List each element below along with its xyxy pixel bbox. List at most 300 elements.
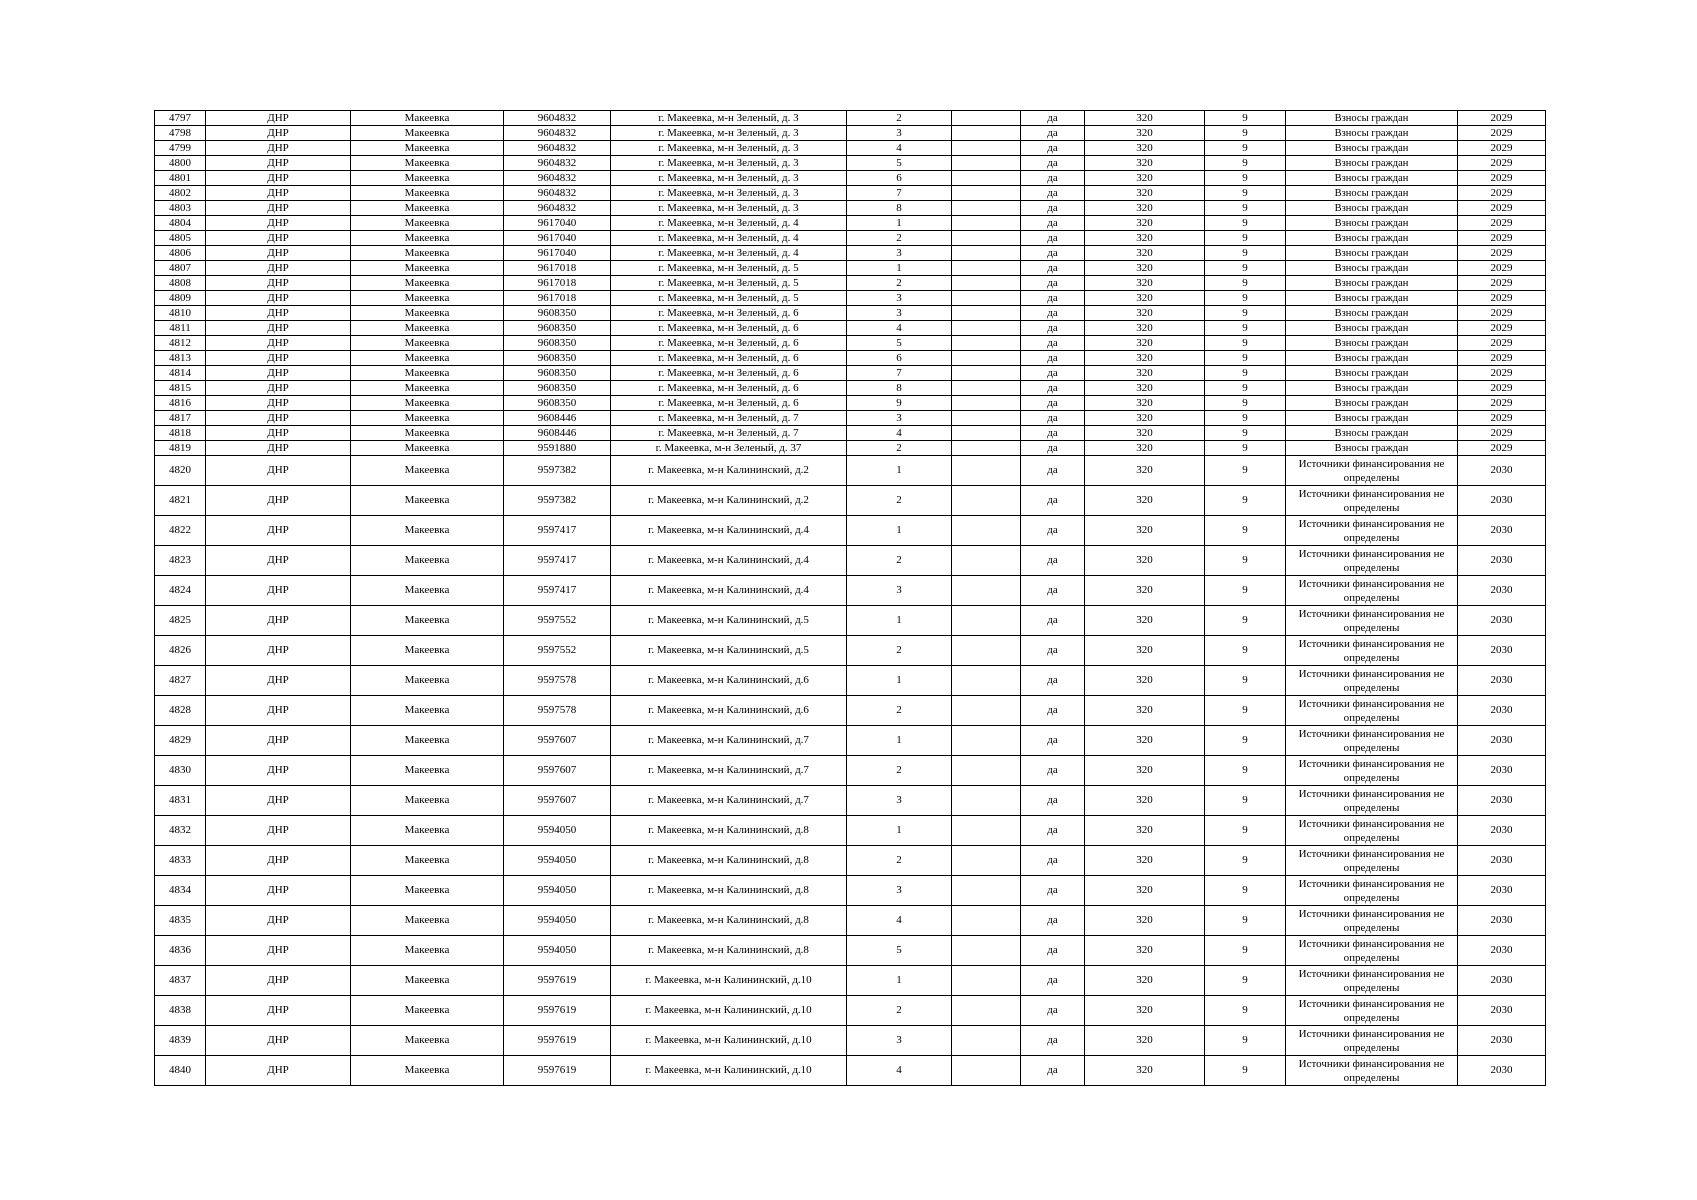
- year-cell: 2029: [1458, 396, 1546, 411]
- blank-cell: [952, 141, 1021, 156]
- house-code-cell: 9597417: [504, 546, 611, 576]
- year-cell: 2030: [1458, 726, 1546, 756]
- entrance-cell: 5: [847, 156, 952, 171]
- flag-cell: да: [1021, 816, 1085, 846]
- flag-cell: да: [1021, 786, 1085, 816]
- flag-cell: да: [1021, 231, 1085, 246]
- blank-cell: [952, 246, 1021, 261]
- address-cell: г. Макеевка, м-н Зеленый, д. 3: [611, 126, 847, 141]
- house-code-cell: 9617040: [504, 216, 611, 231]
- flag-cell: да: [1021, 996, 1085, 1026]
- address-cell: г. Макеевка, м-н Зеленый, д. 3: [611, 111, 847, 126]
- region-cell: ДНР: [206, 351, 351, 366]
- house-code-cell: 9608350: [504, 366, 611, 381]
- flag-cell: да: [1021, 876, 1085, 906]
- blank-cell: [952, 216, 1021, 231]
- house-code-cell: 9594050: [504, 876, 611, 906]
- count-cell: 9: [1205, 441, 1286, 456]
- flag-cell: да: [1021, 171, 1085, 186]
- blank-cell: [952, 636, 1021, 666]
- blank-cell: [952, 336, 1021, 351]
- city-cell: Макеевка: [351, 216, 504, 231]
- count-cell: 9: [1205, 516, 1286, 546]
- house-code-cell: 9597619: [504, 1026, 611, 1056]
- funding-source-cell: Взносы граждан: [1286, 261, 1458, 276]
- city-cell: Макеевка: [351, 186, 504, 201]
- funding-source-cell: Источники финансирования не определены: [1286, 696, 1458, 726]
- count-cell: 9: [1205, 726, 1286, 756]
- blank-cell: [952, 321, 1021, 336]
- address-cell: г. Макеевка, м-н Калининский, д.8: [611, 876, 847, 906]
- city-cell: Макеевка: [351, 171, 504, 186]
- row-number-cell: 4803: [155, 201, 206, 216]
- table-row: [155, 276, 1546, 291]
- region-cell: ДНР: [206, 636, 351, 666]
- house-code-cell: 9597607: [504, 756, 611, 786]
- funding-source-cell: Источники финансирования не определены: [1286, 1056, 1458, 1086]
- city-cell: Макеевка: [351, 111, 504, 126]
- house-code-cell: 9617018: [504, 276, 611, 291]
- row-number-cell: 4798: [155, 126, 206, 141]
- entrance-cell: 1: [847, 816, 952, 846]
- entrance-cell: 2: [847, 486, 952, 516]
- address-cell: г. Макеевка, м-н Зеленый, д. 3: [611, 186, 847, 201]
- blank-cell: [952, 156, 1021, 171]
- flag-cell: да: [1021, 186, 1085, 201]
- count-cell: 9: [1205, 141, 1286, 156]
- table-row: [155, 966, 1546, 996]
- year-cell: 2029: [1458, 231, 1546, 246]
- entrance-cell: 1: [847, 726, 952, 756]
- house-code-cell: 9597417: [504, 516, 611, 546]
- house-code-cell: 9597552: [504, 606, 611, 636]
- value-cell: 320: [1085, 966, 1205, 996]
- house-code-cell: 9608350: [504, 396, 611, 411]
- entrance-cell: 4: [847, 426, 952, 441]
- table-row: [155, 636, 1546, 666]
- value-cell: 320: [1085, 846, 1205, 876]
- row-number-cell: 4827: [155, 666, 206, 696]
- flag-cell: да: [1021, 351, 1085, 366]
- table-row: [155, 486, 1546, 516]
- region-cell: ДНР: [206, 576, 351, 606]
- count-cell: 9: [1205, 111, 1286, 126]
- flag-cell: да: [1021, 396, 1085, 411]
- house-code-cell: 9604832: [504, 141, 611, 156]
- city-cell: Макеевка: [351, 666, 504, 696]
- count-cell: 9: [1205, 816, 1286, 846]
- value-cell: 320: [1085, 111, 1205, 126]
- table-row: [155, 1026, 1546, 1056]
- funding-source-cell: Взносы граждан: [1286, 201, 1458, 216]
- city-cell: Макеевка: [351, 486, 504, 516]
- house-code-cell: 9594050: [504, 816, 611, 846]
- flag-cell: да: [1021, 411, 1085, 426]
- value-cell: 320: [1085, 576, 1205, 606]
- table-row: [155, 246, 1546, 261]
- year-cell: 2029: [1458, 171, 1546, 186]
- city-cell: Макеевка: [351, 456, 504, 486]
- table-row: [155, 936, 1546, 966]
- funding-source-cell: Взносы граждан: [1286, 441, 1458, 456]
- year-cell: 2029: [1458, 291, 1546, 306]
- region-cell: ДНР: [206, 1026, 351, 1056]
- row-number-cell: 4836: [155, 936, 206, 966]
- table-row: [155, 366, 1546, 381]
- region-cell: ДНР: [206, 321, 351, 336]
- flag-cell: да: [1021, 381, 1085, 396]
- address-cell: г. Макеевка, м-н Зеленый, д. 37: [611, 441, 847, 456]
- city-cell: Макеевка: [351, 381, 504, 396]
- city-cell: Макеевка: [351, 966, 504, 996]
- count-cell: 9: [1205, 546, 1286, 576]
- funding-source-cell: Взносы граждан: [1286, 366, 1458, 381]
- value-cell: 320: [1085, 351, 1205, 366]
- region-cell: ДНР: [206, 486, 351, 516]
- address-cell: г. Макеевка, м-н Зеленый, д. 6: [611, 336, 847, 351]
- value-cell: 320: [1085, 126, 1205, 141]
- flag-cell: да: [1021, 846, 1085, 876]
- entrance-cell: 5: [847, 936, 952, 966]
- city-cell: Макеевка: [351, 336, 504, 351]
- row-number-cell: 4831: [155, 786, 206, 816]
- region-cell: ДНР: [206, 381, 351, 396]
- year-cell: 2030: [1458, 996, 1546, 1026]
- region-cell: ДНР: [206, 366, 351, 381]
- address-cell: г. Макеевка, м-н Зеленый, д. 4: [611, 216, 847, 231]
- year-cell: 2030: [1458, 876, 1546, 906]
- year-cell: 2030: [1458, 636, 1546, 666]
- entrance-cell: 3: [847, 246, 952, 261]
- entrance-cell: 5: [847, 336, 952, 351]
- funding-source-cell: Взносы граждан: [1286, 186, 1458, 201]
- year-cell: 2029: [1458, 156, 1546, 171]
- entrance-cell: 4: [847, 1056, 952, 1086]
- region-cell: ДНР: [206, 606, 351, 636]
- city-cell: Макеевка: [351, 246, 504, 261]
- table-row: [155, 666, 1546, 696]
- region-cell: ДНР: [206, 726, 351, 756]
- address-cell: г. Макеевка, м-н Калининский, д.7: [611, 756, 847, 786]
- table-row: [155, 186, 1546, 201]
- blank-cell: [952, 426, 1021, 441]
- year-cell: 2030: [1458, 576, 1546, 606]
- flag-cell: да: [1021, 426, 1085, 441]
- blank-cell: [952, 306, 1021, 321]
- address-cell: г. Макеевка, м-н Калининский, д.10: [611, 1026, 847, 1056]
- region-cell: ДНР: [206, 456, 351, 486]
- blank-cell: [952, 696, 1021, 726]
- value-cell: 320: [1085, 906, 1205, 936]
- table-row: [155, 441, 1546, 456]
- entrance-cell: 9: [847, 396, 952, 411]
- value-cell: 320: [1085, 366, 1205, 381]
- funding-source-cell: Источники финансирования не определены: [1286, 846, 1458, 876]
- count-cell: 9: [1205, 906, 1286, 936]
- address-cell: г. Макеевка, м-н Зеленый, д. 5: [611, 291, 847, 306]
- city-cell: Макеевка: [351, 816, 504, 846]
- house-code-cell: 9617018: [504, 291, 611, 306]
- count-cell: 9: [1205, 351, 1286, 366]
- flag-cell: да: [1021, 606, 1085, 636]
- blank-cell: [952, 456, 1021, 486]
- table-row: [155, 201, 1546, 216]
- entrance-cell: 2: [847, 231, 952, 246]
- value-cell: 320: [1085, 996, 1205, 1026]
- blank-cell: [952, 726, 1021, 756]
- city-cell: Макеевка: [351, 201, 504, 216]
- flag-cell: да: [1021, 456, 1085, 486]
- value-cell: 320: [1085, 636, 1205, 666]
- year-cell: 2029: [1458, 426, 1546, 441]
- blank-cell: [952, 351, 1021, 366]
- entrance-cell: 6: [847, 351, 952, 366]
- flag-cell: да: [1021, 1056, 1085, 1086]
- row-number-cell: 4833: [155, 846, 206, 876]
- count-cell: 9: [1205, 171, 1286, 186]
- entrance-cell: 2: [847, 996, 952, 1026]
- entrance-cell: 3: [847, 1026, 952, 1056]
- row-number-cell: 4801: [155, 171, 206, 186]
- year-cell: 2030: [1458, 486, 1546, 516]
- entrance-cell: 1: [847, 516, 952, 546]
- row-number-cell: 4835: [155, 906, 206, 936]
- blank-cell: [952, 756, 1021, 786]
- funding-source-cell: Источники финансирования не определены: [1286, 816, 1458, 846]
- address-cell: г. Макеевка, м-н Калининский, д.4: [611, 576, 847, 606]
- row-number-cell: 4826: [155, 636, 206, 666]
- flag-cell: да: [1021, 261, 1085, 276]
- city-cell: Макеевка: [351, 126, 504, 141]
- funding-source-cell: Источники финансирования не определены: [1286, 876, 1458, 906]
- count-cell: 9: [1205, 846, 1286, 876]
- house-code-cell: 9617040: [504, 246, 611, 261]
- table-row: [155, 126, 1546, 141]
- table-row: [155, 576, 1546, 606]
- year-cell: 2029: [1458, 186, 1546, 201]
- flag-cell: да: [1021, 441, 1085, 456]
- table-row: [155, 456, 1546, 486]
- blank-cell: [952, 546, 1021, 576]
- region-cell: ДНР: [206, 231, 351, 246]
- region-cell: ДНР: [206, 666, 351, 696]
- address-cell: г. Макеевка, м-н Калининский, д.6: [611, 666, 847, 696]
- blank-cell: [952, 906, 1021, 936]
- row-number-cell: 4839: [155, 1026, 206, 1056]
- table-row: [155, 171, 1546, 186]
- value-cell: 320: [1085, 606, 1205, 636]
- blank-cell: [952, 381, 1021, 396]
- entrance-cell: 4: [847, 906, 952, 936]
- house-code-cell: 9604832: [504, 126, 611, 141]
- flag-cell: да: [1021, 726, 1085, 756]
- row-number-cell: 4811: [155, 321, 206, 336]
- funding-source-cell: Взносы граждан: [1286, 126, 1458, 141]
- house-code-cell: 9597619: [504, 996, 611, 1026]
- blank-cell: [952, 486, 1021, 516]
- row-number-cell: 4837: [155, 966, 206, 996]
- city-cell: Макеевка: [351, 396, 504, 411]
- entrance-cell: 3: [847, 306, 952, 321]
- region-cell: ДНР: [206, 516, 351, 546]
- address-cell: г. Макеевка, м-н Калининский, д.10: [611, 1056, 847, 1086]
- funding-source-cell: Источники финансирования не определены: [1286, 756, 1458, 786]
- row-number-cell: 4832: [155, 816, 206, 846]
- region-cell: ДНР: [206, 411, 351, 426]
- count-cell: 9: [1205, 306, 1286, 321]
- flag-cell: да: [1021, 366, 1085, 381]
- address-cell: г. Макеевка, м-н Зеленый, д. 3: [611, 156, 847, 171]
- blank-cell: [952, 996, 1021, 1026]
- house-code-cell: 9604832: [504, 171, 611, 186]
- row-number-cell: 4838: [155, 996, 206, 1026]
- value-cell: 320: [1085, 171, 1205, 186]
- row-number-cell: 4809: [155, 291, 206, 306]
- flag-cell: да: [1021, 306, 1085, 321]
- row-number-cell: 4834: [155, 876, 206, 906]
- blank-cell: [952, 1026, 1021, 1056]
- table-row: [155, 516, 1546, 546]
- table-row: [155, 411, 1546, 426]
- city-cell: Макеевка: [351, 321, 504, 336]
- row-number-cell: 4812: [155, 336, 206, 351]
- entrance-cell: 4: [847, 321, 952, 336]
- entrance-cell: 1: [847, 606, 952, 636]
- table-body: [155, 111, 1546, 1086]
- year-cell: 2029: [1458, 336, 1546, 351]
- flag-cell: да: [1021, 906, 1085, 936]
- city-cell: Макеевка: [351, 906, 504, 936]
- address-cell: г. Макеевка, м-н Калининский, д.8: [611, 816, 847, 846]
- value-cell: 320: [1085, 876, 1205, 906]
- house-code-cell: 9617040: [504, 231, 611, 246]
- address-cell: г. Макеевка, м-н Калининский, д.10: [611, 966, 847, 996]
- count-cell: 9: [1205, 321, 1286, 336]
- entrance-cell: 6: [847, 171, 952, 186]
- address-cell: г. Макеевка, м-н Зеленый, д. 3: [611, 201, 847, 216]
- region-cell: ДНР: [206, 546, 351, 576]
- blank-cell: [952, 261, 1021, 276]
- region-cell: ДНР: [206, 306, 351, 321]
- table-row: [155, 291, 1546, 306]
- year-cell: 2030: [1458, 546, 1546, 576]
- house-code-cell: 9594050: [504, 936, 611, 966]
- table-row: [155, 321, 1546, 336]
- house-code-cell: 9608350: [504, 321, 611, 336]
- house-code-cell: 9597382: [504, 486, 611, 516]
- address-cell: г. Макеевка, м-н Калининский, д.8: [611, 936, 847, 966]
- table-row: [155, 426, 1546, 441]
- data-table: [154, 110, 1546, 1086]
- city-cell: Макеевка: [351, 261, 504, 276]
- city-cell: Макеевка: [351, 411, 504, 426]
- entrance-cell: 3: [847, 876, 952, 906]
- entrance-cell: 7: [847, 366, 952, 381]
- region-cell: ДНР: [206, 996, 351, 1026]
- region-cell: ДНР: [206, 171, 351, 186]
- funding-source-cell: Взносы граждан: [1286, 426, 1458, 441]
- value-cell: 320: [1085, 441, 1205, 456]
- city-cell: Макеевка: [351, 726, 504, 756]
- region-cell: ДНР: [206, 291, 351, 306]
- region-cell: ДНР: [206, 126, 351, 141]
- house-code-cell: 9608350: [504, 381, 611, 396]
- count-cell: 9: [1205, 216, 1286, 231]
- year-cell: 2030: [1458, 846, 1546, 876]
- row-number-cell: 4797: [155, 111, 206, 126]
- flag-cell: да: [1021, 246, 1085, 261]
- funding-source-cell: Взносы граждан: [1286, 231, 1458, 246]
- region-cell: ДНР: [206, 201, 351, 216]
- table-row: [155, 606, 1546, 636]
- table-row: [155, 846, 1546, 876]
- count-cell: 9: [1205, 366, 1286, 381]
- house-code-cell: 9608350: [504, 336, 611, 351]
- year-cell: 2030: [1458, 816, 1546, 846]
- table-row: [155, 396, 1546, 411]
- city-cell: Макеевка: [351, 426, 504, 441]
- year-cell: 2030: [1458, 1056, 1546, 1086]
- count-cell: 9: [1205, 696, 1286, 726]
- flag-cell: да: [1021, 216, 1085, 231]
- table-row: [155, 756, 1546, 786]
- city-cell: Макеевка: [351, 936, 504, 966]
- row-number-cell: 4840: [155, 1056, 206, 1086]
- year-cell: 2029: [1458, 201, 1546, 216]
- year-cell: 2030: [1458, 456, 1546, 486]
- region-cell: ДНР: [206, 966, 351, 996]
- region-cell: ДНР: [206, 156, 351, 171]
- flag-cell: да: [1021, 576, 1085, 606]
- address-cell: г. Макеевка, м-н Зеленый, д. 5: [611, 276, 847, 291]
- blank-cell: [952, 411, 1021, 426]
- blank-cell: [952, 936, 1021, 966]
- table-row: [155, 336, 1546, 351]
- house-code-cell: 9594050: [504, 846, 611, 876]
- table-row: [155, 351, 1546, 366]
- funding-source-cell: Взносы граждан: [1286, 156, 1458, 171]
- value-cell: 320: [1085, 276, 1205, 291]
- address-cell: г. Макеевка, м-н Зеленый, д. 6: [611, 381, 847, 396]
- house-code-cell: 9597417: [504, 576, 611, 606]
- entrance-cell: 3: [847, 576, 952, 606]
- count-cell: 9: [1205, 381, 1286, 396]
- city-cell: Макеевка: [351, 756, 504, 786]
- value-cell: 320: [1085, 186, 1205, 201]
- count-cell: 9: [1205, 426, 1286, 441]
- value-cell: 320: [1085, 396, 1205, 411]
- flag-cell: да: [1021, 276, 1085, 291]
- entrance-cell: 8: [847, 381, 952, 396]
- entrance-cell: 3: [847, 291, 952, 306]
- city-cell: Макеевка: [351, 546, 504, 576]
- row-number-cell: 4828: [155, 696, 206, 726]
- flag-cell: да: [1021, 111, 1085, 126]
- value-cell: 320: [1085, 726, 1205, 756]
- table-row: [155, 816, 1546, 846]
- address-cell: г. Макеевка, м-н Зеленый, д. 7: [611, 426, 847, 441]
- year-cell: 2029: [1458, 411, 1546, 426]
- entrance-cell: 1: [847, 966, 952, 996]
- funding-source-cell: Источники финансирования не определены: [1286, 486, 1458, 516]
- city-cell: Макеевка: [351, 351, 504, 366]
- funding-source-cell: Источники финансирования не определены: [1286, 936, 1458, 966]
- flag-cell: да: [1021, 321, 1085, 336]
- address-cell: г. Макеевка, м-н Зеленый, д. 5: [611, 261, 847, 276]
- flag-cell: да: [1021, 126, 1085, 141]
- year-cell: 2029: [1458, 216, 1546, 231]
- region-cell: ДНР: [206, 261, 351, 276]
